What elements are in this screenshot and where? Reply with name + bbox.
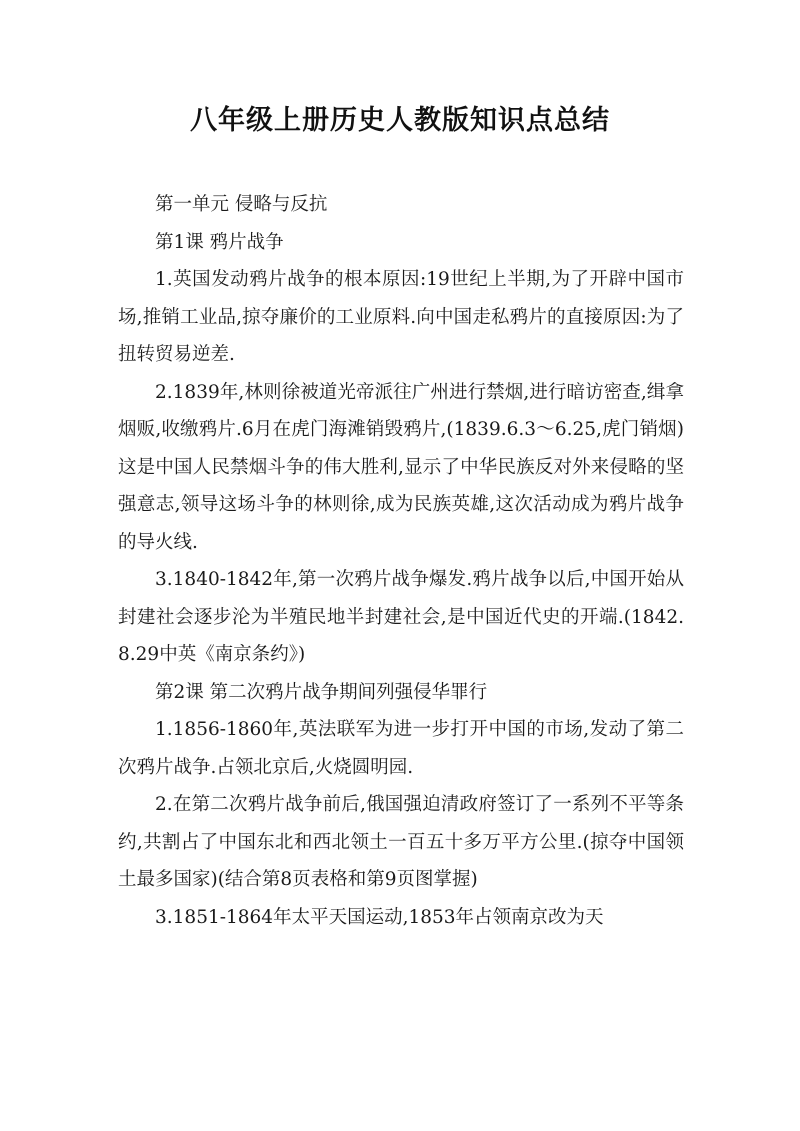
document-title: 八年级上册历史人教版知识点总结 [190, 105, 610, 136]
paragraph: 3.1851-1864年太平天国运动,1853年占领南京改为天 [155, 906, 604, 928]
unit-heading: 第一单元 侵略与反抗 [155, 194, 328, 215]
paragraph: 1.英国发动鸦片战争的根本原因:19世纪上半期,为了开辟中国市场,推销工业品,掠夺廉价的工业原料.向中国走私鸦片的直接原因:为了扭转贸易逆差. [118, 269, 684, 365]
paragraph: 2.在第二次鸦片战争前后,俄国强迫清政府签订了一系列不平等条约,共割占了中国东北和西北领土一百五十多万平方公里.(掠夺中国领土最多国家)(结合第8页表格和第9页图掌握) [118, 794, 684, 890]
lesson-heading: 第2课 第二次鸦片战争期间列强侵华罪行 [155, 681, 488, 703]
paragraph: 2.1839年,林则徐被道光帝派往广州进行禁烟,进行暗访密查,缉拿烟贩,收缴鸦片.6月在虎门海滩销毁鸦片,(1839.6.3～6.25,虎门销烟)这是中国人民禁烟斗争的伟大胜利,显示了中华民族反对外来侵略的坚强意志,领导这场斗争的林则徐,成为民族英雄,这次活动成为鸦片战争的导火线. [118, 381, 684, 553]
paragraph: 3.1840-1842年,第一次鸦片战争爆发.鸦片战争以后,中国开始从封建社会逐步沦为半殖民地半封建社会,是中国近代史的开端.(1842.8.29中英《南京条约》) [118, 569, 684, 665]
lesson-heading: 第1课 鸦片战争 [155, 231, 284, 253]
paragraph: 1.1856-1860年,英法联军为进一步打开中国的市场,发动了第二次鸦片战争.占领北京后,火烧圆明园. [118, 719, 684, 778]
document-body [118, 186, 684, 936]
